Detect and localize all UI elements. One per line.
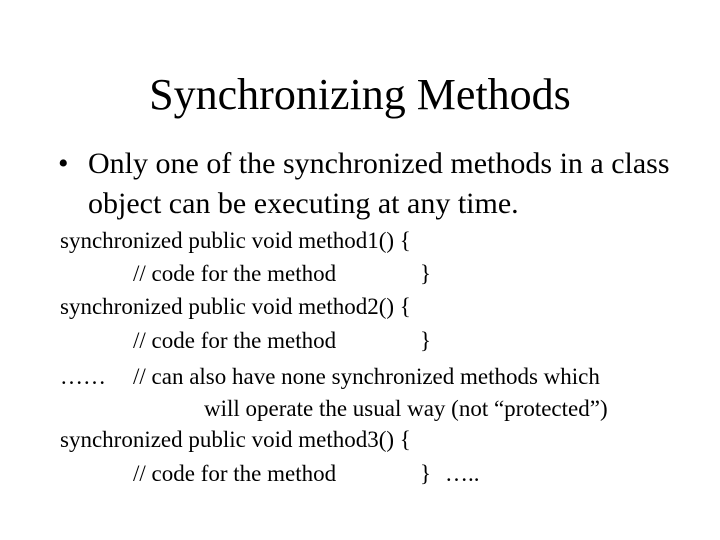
method2-close-brace: } (420, 328, 432, 353)
note-comment-line1: // can also have none synchronized methods which (133, 364, 600, 389)
method1-close-brace: } (420, 261, 432, 286)
method2-signature: synchronized public void method2() { (60, 294, 411, 319)
method1-signature: synchronized public void method1() { (60, 228, 411, 253)
ellipsis: …… (60, 364, 106, 389)
bullet-text: Only one of the synchronized methods in a class object can be executing at any time. (88, 147, 670, 220)
method3-body-comment: // code for the method (133, 461, 337, 486)
trailing-dots: ….. (445, 461, 480, 486)
method3-close-brace: } (420, 461, 432, 486)
slide-title: Synchronizing Methods (149, 70, 571, 119)
note-comment-line2: will operate the usual way (not “protected”) (204, 396, 608, 421)
method3-signature: synchronized public void method3() { (60, 427, 411, 452)
method1-body-comment: // code for the method (133, 261, 337, 286)
method2-body-comment: // code for the method (133, 328, 337, 353)
bullet-marker: • (58, 147, 69, 180)
